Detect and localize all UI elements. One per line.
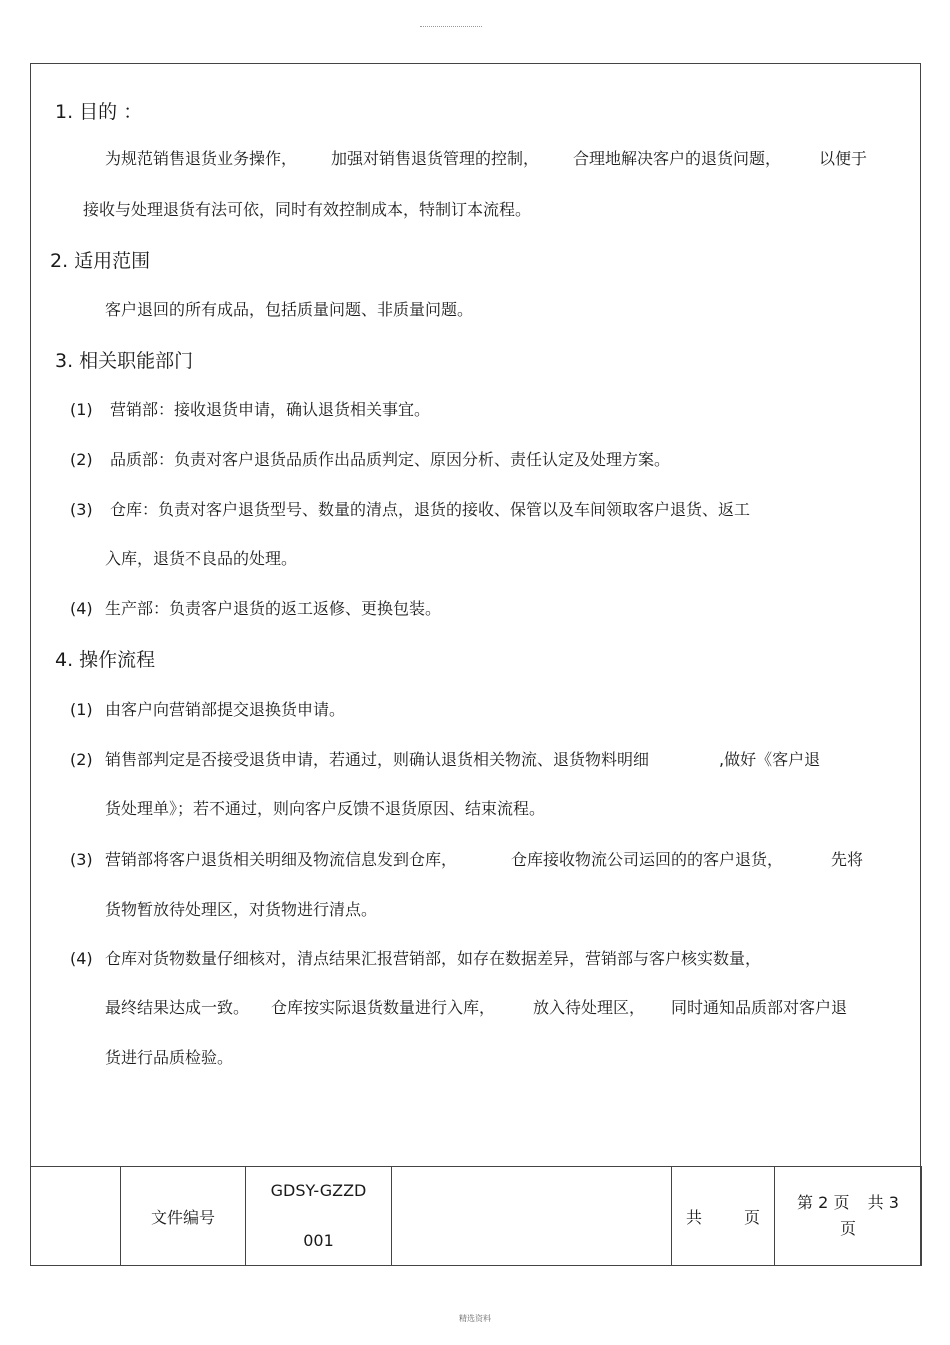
text-segment: 最终结果达成一致。 [105, 998, 250, 1017]
item-number: (1) [70, 400, 93, 419]
item-text: 生产部：负责客户退货的返工返修、更换包装。 [105, 599, 442, 618]
section-4-item-4 [70, 951, 761, 967]
section-3-item-3 [70, 502, 750, 518]
item-text: 销售部判定是否接受退货申请，若通过，则确认退货相关物流、退货物料明细 [105, 750, 650, 769]
page-total: 3 [888, 1193, 899, 1213]
text-segment: 以便于 [819, 149, 868, 168]
page-current: 2 [818, 1193, 829, 1213]
item-text: 仓库：负责对客户退货型号、数量的清点，退货的接收、保管以及车间领取客户退货、返工 [110, 500, 751, 519]
page-number-line1 [775, 1190, 921, 1216]
section-1-para-line2: 接收与处理退货有法可依，同时有效控制成本，特制订本流程。 [83, 200, 532, 219]
item-number: (2) [70, 750, 93, 769]
section-3-heading: 3. 相关职能部门 [55, 350, 194, 372]
item-text: 仓库接收物流公司运回的的客户退货， [511, 850, 784, 869]
item-text: 仓库对货物数量仔细核对，清点结果汇报营销部，如存在数据差异，营销部与客户核实数量， [105, 949, 762, 968]
item-text: 品质部：负责对客户退货品质作出品质判定、原因分析、责任认定及处理方案。 [110, 450, 671, 469]
text-segment: 合理地解决客户的退货问题， [573, 149, 782, 168]
section-3-item-1 [70, 402, 430, 418]
item-number: (4) [70, 599, 93, 618]
section-4-item-4-cont1 [105, 1000, 847, 1016]
document-footer-table [30, 1166, 922, 1266]
section-4-item-1 [70, 702, 345, 718]
section-4-item-2 [70, 752, 820, 768]
section-4-heading: 4. 操作流程 [55, 649, 156, 671]
item-text: 由客户向营销部提交退换货申请。 [105, 700, 346, 719]
header-dotted-rule [420, 26, 482, 27]
item-number: (2) [70, 450, 93, 469]
text-segment: 同时通知品质部对客户退 [671, 998, 848, 1017]
item-text: 营销部：接收退货申请，确认退货相关事宜。 [110, 400, 431, 419]
item-number: (4) [70, 949, 93, 968]
section-2-para: 客户退回的所有成品，包括质量问题、非质量问题。 [105, 300, 474, 319]
section-2-heading: 2. 适用范围 [50, 250, 151, 272]
page-label: 共 [867, 1193, 884, 1213]
section-1-para-line1 [105, 151, 867, 167]
doc-number-value [246, 1167, 392, 1266]
total-pages-label [672, 1167, 775, 1266]
document-frame [30, 63, 921, 1266]
total-label-2: 页 [744, 1207, 761, 1227]
text-segment: 加强对销售退货管理的控制， [331, 149, 540, 168]
section-4-item-2-cont: 货处理单》；若不通过，则向客户反馈不退货原因、结束流程。 [105, 799, 546, 818]
section-1-heading: 1. 目的 ： [55, 101, 143, 123]
item-number: (3) [70, 500, 93, 519]
section-3-item-3-cont: 入库，退货不良品的处理。 [105, 549, 298, 568]
total-label-1: 共 [685, 1207, 702, 1227]
item-text: 先将 [831, 850, 864, 869]
doc-number-label: 文件编号 [121, 1167, 246, 1266]
section-4-item-3-cont: 货物暂放待处理区，对货物进行清点。 [105, 900, 378, 919]
item-number: (1) [70, 700, 93, 719]
text-segment: 仓库按实际退货数量进行入库， [271, 998, 496, 1017]
item-text: 营销部将客户退货相关明细及物流信息发到仓库， [105, 850, 458, 869]
page-number-cell [775, 1167, 922, 1266]
page-number-line2: 页 [839, 1219, 856, 1238]
section-3-item-2 [70, 452, 670, 468]
text-segment: 放入待处理区， [533, 998, 646, 1017]
item-text: ,做好《客户退 [719, 750, 821, 769]
footer-empty-cell [392, 1167, 672, 1266]
page-label: 页 [833, 1193, 850, 1213]
doc-number-line2: 001 [303, 1231, 334, 1250]
footer-blank-cell [31, 1167, 121, 1266]
section-3-item-4 [70, 601, 441, 617]
page-label: 第 [797, 1193, 814, 1213]
section-4-item-4-cont2: 货进行品质检验。 [105, 1048, 234, 1067]
section-4-item-3 [70, 852, 863, 868]
bottom-note: 精选资料 [459, 1314, 491, 1323]
text-segment: 为规范销售退货业务操作， [105, 149, 298, 168]
item-number: (3) [70, 850, 93, 869]
doc-number-line1: GDSY-GZZD [270, 1181, 367, 1200]
